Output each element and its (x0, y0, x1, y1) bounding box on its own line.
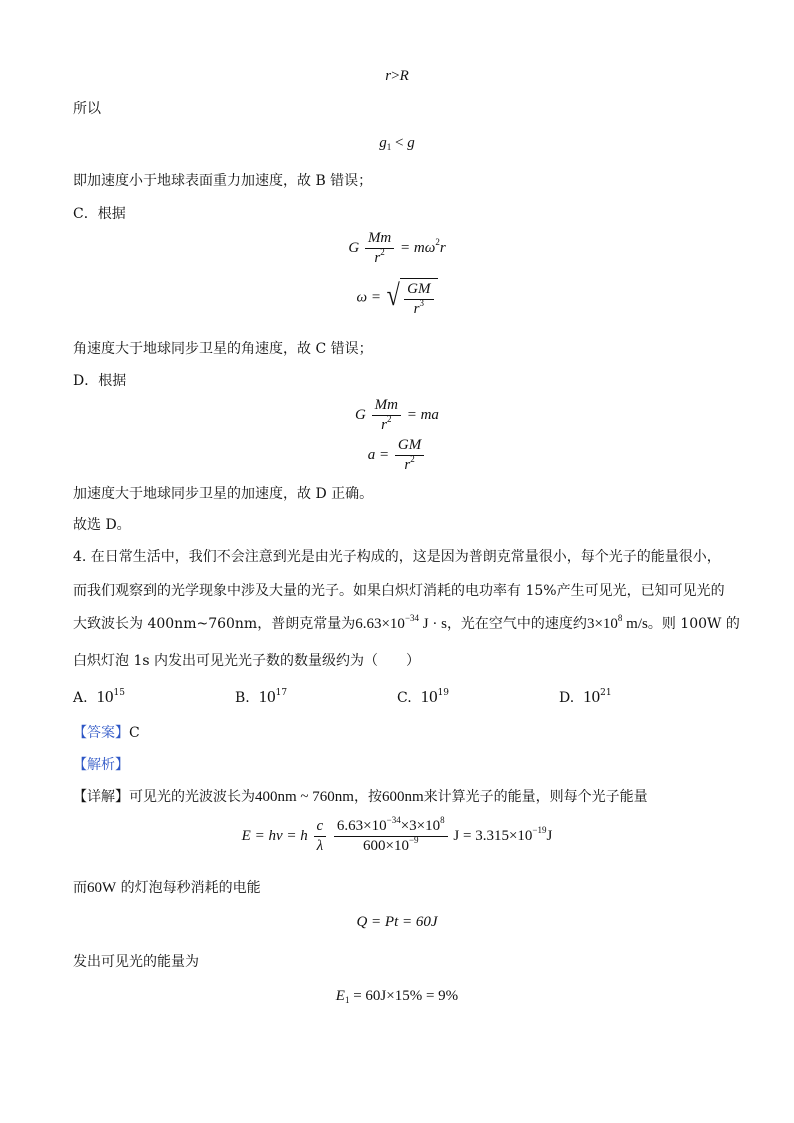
fraction (395, 437, 424, 474)
option-base: 10 (258, 687, 276, 706)
exp: 2 (410, 454, 415, 464)
option-b[interactable] (235, 687, 287, 707)
question4-line1: 4. 在日常生活中，我们不会注意到光是由光子构成的，这是因为普朗克常量很小，每个光子的能量很小， (73, 549, 721, 565)
eq-var: g (379, 135, 387, 151)
light-speed: $3\times 10^8$ m/s (586, 613, 648, 632)
sqrt (385, 278, 438, 318)
radical-sign: √ (386, 279, 400, 312)
exp: 2 (386, 414, 392, 424)
eq-var: G (348, 239, 360, 256)
eq-var: G (355, 406, 366, 423)
frac-den: r (404, 457, 411, 473)
eq-lhs: a = (367, 446, 390, 463)
analysis-tag (73, 756, 129, 774)
answer (73, 724, 140, 742)
question4-line4: 白炽灯泡 1s 内发出可见光光子数的数量级约为（ ） (73, 653, 420, 669)
analysis-label: 【解析】 (73, 757, 129, 773)
text: 的灯泡每秒消耗的电能 (116, 880, 261, 896)
option-exp: 21 (600, 688, 612, 698)
question4-line2: 而我们观察到的光学现象中涉及大量的光子。如果白炽灯消耗的电功率有 15%产生可见光，已知可见光的 (73, 583, 725, 599)
text-suoyi: 所以 (73, 101, 101, 117)
answer-value: C (129, 725, 140, 741)
unit: J (546, 827, 553, 844)
text: 大致波长为 400nm~760nm，普朗克常量为 (73, 616, 356, 632)
eq-op: > (391, 68, 400, 84)
eq-op: < (395, 135, 404, 151)
exp: −19 (532, 824, 547, 835)
eq-rhs: J = 3.315×10 (453, 827, 533, 844)
exp: 2 (380, 247, 385, 257)
option-label: C. (397, 690, 412, 706)
frac-den: r (374, 250, 381, 266)
text-c-genju: C．根据 (73, 206, 126, 222)
option-base: 10 (583, 687, 601, 706)
eq-lhs: E = hν = h (241, 827, 308, 844)
power-value: 60W (87, 880, 117, 896)
equation-e1 (0, 988, 794, 1005)
frac-num: GM (397, 437, 422, 453)
eq-var: r (439, 239, 446, 256)
option-base: 10 (96, 687, 114, 706)
option-label: B. (235, 690, 250, 706)
equation-q (0, 914, 794, 931)
frac-den: 600×10 (363, 838, 409, 854)
frac-num: c (316, 818, 324, 834)
equation-d2 (0, 437, 794, 474)
text: 可见光的光波波长为 (129, 789, 255, 805)
planck-constant: $6.63\times 10^{-34}$ J · s (355, 613, 447, 632)
option-d[interactable] (559, 687, 612, 707)
text-d-conclusion: 加速度大于地球同步卫星的加速度，故 D 正确。 (73, 486, 374, 502)
equation-d1 (0, 397, 794, 434)
exp: −9 (408, 835, 419, 845)
option-base: 10 (420, 687, 438, 706)
answer-tag: 【答案】 (73, 725, 129, 741)
text-60w (73, 879, 261, 897)
frac-num: Mm (374, 397, 398, 413)
text-choose: 故选 D。 (73, 517, 131, 533)
text: ，光在空气中的速度约 (446, 616, 587, 632)
eq-sub: 1 (386, 142, 392, 152)
eq-rhs: = 60J×15% = 9% (353, 988, 459, 1004)
frac-num: ×3×10 (400, 818, 441, 834)
fraction (372, 397, 401, 434)
frac-num: GM (407, 281, 431, 297)
calc-wavelength: 600nm (381, 789, 424, 805)
equation-c1 (0, 230, 794, 267)
text: 。则 100W 的 (647, 616, 740, 632)
wavelength-range: 400nm ~ 760nm (255, 789, 354, 805)
frac-den: r (381, 417, 387, 433)
text-visible-energy: 发出可见光的能量为 (73, 954, 199, 970)
frac-num: 6.63×10 (336, 818, 387, 834)
text-c-conclusion: 角速度大于地球同步卫星的角速度，故 C 错误； (73, 341, 373, 357)
text-d-genju: D．根据 (73, 373, 127, 389)
frac-num: Mm (367, 230, 392, 246)
equation-r-greater-R (0, 68, 794, 85)
text: 而 (73, 880, 87, 896)
detail-tag: 【详解】 (73, 789, 129, 805)
frac-den: λ (316, 838, 324, 854)
eq-var: R (399, 68, 409, 84)
option-a[interactable] (73, 687, 125, 707)
equation-g1-less-g (0, 135, 794, 152)
option-label: D. (559, 690, 575, 706)
eq-sub: 1 (344, 995, 350, 1005)
option-label: A. (73, 690, 88, 706)
fraction-c-lambda (314, 818, 327, 855)
exp: 3 (419, 298, 424, 308)
text-b-conclusion: 即加速度小于地球表面重力加速度，故 B 错误； (73, 173, 373, 189)
option-exp: 19 (437, 688, 450, 698)
eq-rhs: = mω (400, 239, 436, 256)
eq-rhs: = ma (406, 406, 439, 423)
eq-lhs: ω = (356, 289, 381, 306)
fraction (404, 281, 433, 318)
eq-q: Q = Pt = 60J (356, 914, 438, 930)
eq-var: E (335, 988, 345, 1004)
text: ，按 (353, 789, 382, 805)
option-c[interactable] (397, 687, 449, 707)
fraction (365, 230, 394, 267)
question4-line3 (73, 615, 740, 633)
frac-den: r (413, 301, 420, 317)
option-exp: 17 (275, 688, 288, 698)
exp: −34 (386, 815, 401, 825)
exp: 8 (440, 815, 445, 825)
fraction-values (334, 815, 448, 855)
exp: 2 (435, 236, 440, 247)
equation-photon-energy (0, 815, 794, 855)
detail-line (73, 788, 648, 806)
option-exp: 15 (113, 688, 125, 698)
eq-var: g (407, 135, 415, 151)
equation-c2 (0, 278, 794, 318)
text: 来计算光子的能量，则每个光子能量 (423, 789, 648, 805)
eq-var: r (385, 68, 392, 84)
